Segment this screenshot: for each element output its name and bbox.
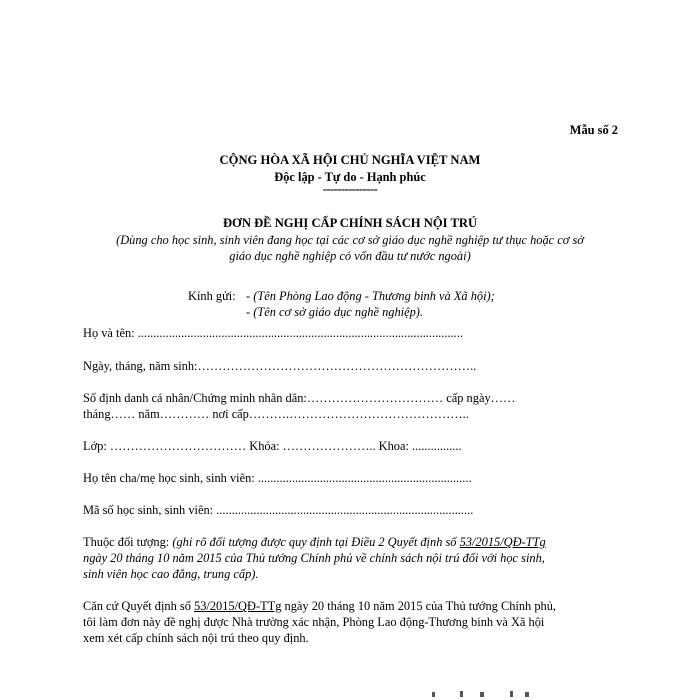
basis-line3: xem xét cấp chính sách nội trú theo quy định. (83, 631, 309, 645)
id-issue-field[interactable]: tháng…… năm………… nơi cấp……….…………………………………….. (83, 407, 469, 421)
student-code-field[interactable]: Mã số học sinh, sinh viên: ................................................................................... (83, 503, 474, 517)
dob-field[interactable]: Ngày, tháng, năm sinh:………………………………………………………….. (83, 359, 477, 373)
subject-label: Thuộc đối tượng: (83, 535, 170, 549)
document-title: ĐƠN ĐỀ NGHỊ CẤP CHÍNH SÁCH NỘI TRÚ (222, 216, 478, 230)
subject-note: (ghi rõ đối tượng được quy định tại Điều 2 Quyết định số (172, 535, 460, 549)
form-number: Mẫu số 2 (569, 123, 618, 137)
class-course-faculty-field[interactable]: Lớp: …………………………… Khóa: ………………….. Khoa: ................ (83, 439, 462, 453)
recipient-line2: - (Tên cơ sở giáo dục nghề nghiệp). (246, 305, 424, 319)
decision-link[interactable]: 53/2015/QĐ-TTg (459, 535, 546, 549)
document-subtitle-line2: giáo dục nghề nghiệp có vốn đầu tư nước ngoài) (229, 249, 471, 263)
recipient-line1: - (Tên Phòng Lao động - Thương binh và Xã hội); (246, 289, 495, 303)
basis-decision-link[interactable]: 53/2015/QĐ-TTg (194, 599, 282, 613)
motto-divider: --------------- (322, 182, 378, 196)
full-name-field[interactable]: Họ và tên: ......................................................................................................... (83, 326, 463, 340)
subject-line1 (83, 534, 623, 550)
basis-line2: tôi làm đơn này đề nghị được Nhà trường xác nhận, Phòng Lao động-Thương binh và Xã hội (83, 615, 545, 629)
subject-line3: sinh viên học cao đẳng, trung cấp). (83, 567, 259, 581)
basis-text-b: ngày 20 tháng 10 năm 2015 của Thủ tướng Chính phủ, (281, 599, 557, 613)
cut-off-text-fragment (430, 690, 540, 698)
subject-line2: ngày 20 tháng 10 năm 2015 của Thủ tướng Chính phủ về chính sách nội trú đối với học sinh, (83, 551, 545, 565)
basis-line1 (83, 598, 623, 614)
basis-text-a: Căn cứ Quyết định số (83, 599, 194, 613)
parent-name-field[interactable]: Họ tên cha/mẹ học sinh, sinh viên: ..................................................................... (83, 471, 472, 485)
id-number-field[interactable]: Số định danh cá nhân/Chứng minh nhân dân:…………………………… cấp ngày…… (83, 391, 516, 405)
document-subtitle-line1: (Dùng cho học sinh, sinh viên đang học tại các cơ sở giáo dục nghề nghiệp tư thục hoặc cơ sở (116, 233, 584, 247)
motto: Độc lập - Tự do - Hạnh phúc (274, 170, 426, 184)
nation-header: CỘNG HÒA XÃ HỘI CHỦ NGHĨA VIỆT NAM (219, 153, 481, 167)
recipient-label: Kính gửi: (188, 289, 236, 303)
